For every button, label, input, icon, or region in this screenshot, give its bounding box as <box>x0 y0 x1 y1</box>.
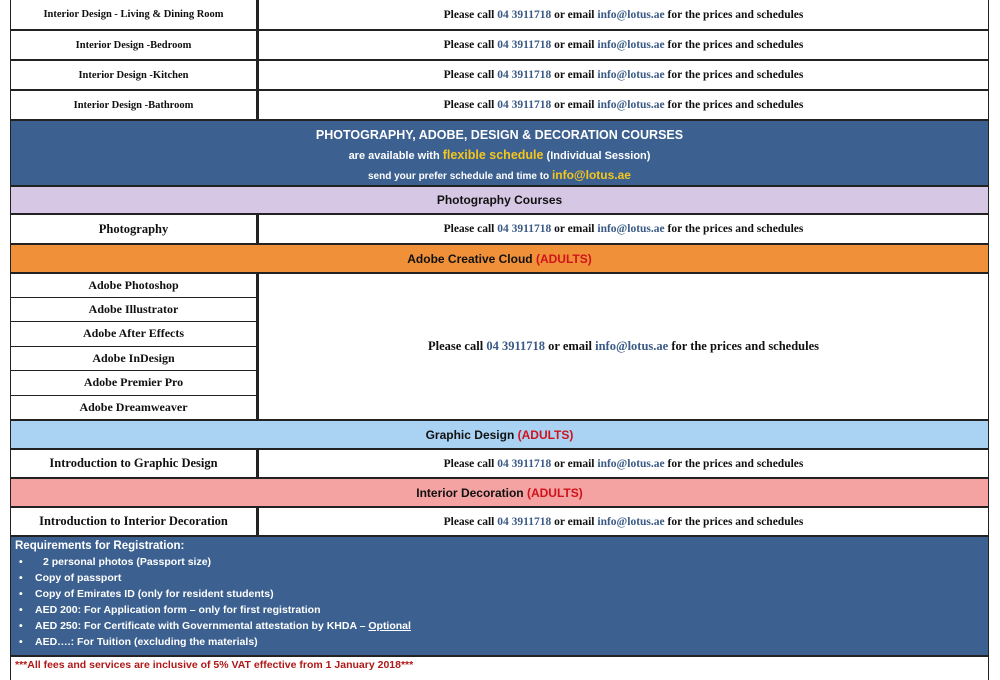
graphic-header-label: Graphic Design <box>425 427 515 442</box>
table-row <box>10 214 989 244</box>
list-item <box>15 602 984 618</box>
adults-tag: (ADULTS) <box>517 427 574 442</box>
call-suffix: for the prices and schedules <box>667 515 804 528</box>
phone-number[interactable]: 04 3911718 <box>497 223 552 235</box>
call-prefix: Please call <box>427 339 484 353</box>
call-prefix: Please call <box>443 69 495 81</box>
email-link[interactable]: info@lotus.ae <box>595 339 669 353</box>
call-prefix: Please call <box>443 223 495 235</box>
requirement-text: AED 250: For Certificate with Governmental attestation by KHDA – <box>35 620 366 632</box>
list-item: Adobe Photoshop <box>10 273 257 298</box>
course-name: Introduction to Interior Decoration <box>10 507 257 536</box>
or-email-text: or email <box>548 339 592 353</box>
banner-line2 <box>11 145 988 166</box>
or-email-text: or email <box>554 8 595 21</box>
list-item <box>15 586 984 602</box>
table-row <box>10 90 989 120</box>
phone-number[interactable]: 04 3911718 <box>486 339 545 353</box>
requirements-section <box>10 536 989 656</box>
course-name: Interior Design -Kitchen <box>10 60 257 90</box>
call-prefix: Please call <box>443 39 495 51</box>
phone-number[interactable]: 04 3911718 <box>497 457 552 470</box>
contact-info <box>257 90 989 120</box>
or-email-text: or email <box>554 69 595 81</box>
list-item: Adobe InDesign <box>10 347 257 372</box>
email-link[interactable]: info@lotus.ae <box>597 223 665 235</box>
graphic-design-header <box>10 420 989 449</box>
banner-line3-prefix: send your prefer schedule and time to <box>368 171 550 182</box>
banner-title: PHOTOGRAPHY, ADOBE, DESIGN & DECORATION COURSES <box>315 128 684 142</box>
adobe-header <box>10 244 989 273</box>
call-suffix: for the prices and schedules <box>667 457 804 470</box>
contact-info <box>257 30 989 60</box>
table-row <box>10 449 989 478</box>
phone-number[interactable]: 04 3911718 <box>497 99 552 111</box>
contact-info <box>257 507 989 536</box>
list-item <box>15 634 984 650</box>
adobe-contact-info <box>257 273 989 420</box>
call-prefix: Please call <box>443 515 495 528</box>
courses-banner <box>10 120 989 186</box>
list-item <box>15 570 984 586</box>
photography-header <box>10 186 989 214</box>
call-prefix: Please call <box>443 457 495 470</box>
email-link[interactable]: info@lotus.ae <box>597 99 665 111</box>
table-row <box>10 60 989 90</box>
call-suffix: for the prices and schedules <box>667 223 804 235</box>
call-suffix: for the prices and schedules <box>667 69 804 81</box>
interior-decoration-header <box>10 478 989 507</box>
phone-number[interactable]: 04 3911718 <box>497 8 552 21</box>
list-item: Adobe Illustrator <box>10 298 257 323</box>
adults-tag: (ADULTS) <box>526 485 583 500</box>
requirement-text: AED….: For Tuition (excluding the materials) <box>35 636 258 648</box>
or-email-text: or email <box>554 457 595 470</box>
phone-number[interactable]: 04 3911718 <box>497 39 552 51</box>
email-link[interactable]: info@lotus.ae <box>597 39 665 51</box>
list-item <box>15 554 984 570</box>
or-email-text: or email <box>554 223 595 235</box>
phone-number[interactable]: 04 3911718 <box>497 515 552 528</box>
requirements-title: Requirements for Registration: <box>15 540 185 552</box>
requirement-text: Copy of passport <box>35 572 122 584</box>
course-name: Interior Design - Living & Dining Room <box>10 0 257 30</box>
email-link[interactable]: info@lotus.ae <box>597 457 665 470</box>
call-suffix: for the prices and schedules <box>667 99 804 111</box>
phone-number[interactable]: 04 3911718 <box>497 69 552 81</box>
adults-tag: (ADULTS) <box>535 251 592 266</box>
contact-info <box>257 214 989 244</box>
call-suffix: for the prices and schedules <box>671 339 820 353</box>
photography-header-label: Photography Courses <box>436 193 563 207</box>
banner-email-link[interactable]: info@lotus.ae <box>551 168 631 182</box>
email-link[interactable]: info@lotus.ae <box>597 515 665 528</box>
email-link[interactable]: info@lotus.ae <box>597 69 665 81</box>
list-item: Adobe Premier Pro <box>10 371 257 396</box>
optional-link: Optional <box>368 620 411 632</box>
requirement-text: AED 200: For Application form – only for first registration <box>35 604 321 616</box>
vat-note: ***All fees and services are inclusive of 5% VAT effective from 1 January 2018*** <box>10 656 989 680</box>
banner-line3 <box>11 166 988 186</box>
table-row <box>10 507 989 536</box>
course-name: Interior Design -Bathroom <box>10 90 257 120</box>
list-item <box>15 618 984 634</box>
list-item: Adobe After Effects <box>10 322 257 347</box>
contact-info <box>257 449 989 478</box>
contact-info <box>257 60 989 90</box>
requirement-text: Copy of Emirates ID (only for resident students) <box>35 588 274 600</box>
course-name: Interior Design -Bedroom <box>10 30 257 60</box>
call-suffix: for the prices and schedules <box>667 39 804 51</box>
requirement-text: 2 personal photos (Passport size) <box>43 556 212 568</box>
flexible-schedule-highlight: flexible schedule <box>442 148 544 162</box>
or-email-text: or email <box>554 515 595 528</box>
banner-line2-prefix: are available with <box>348 150 440 162</box>
call-suffix: for the prices and schedules <box>667 8 804 21</box>
course-name: Photography <box>10 214 257 244</box>
or-email-text: or email <box>554 99 595 111</box>
course-name: Introduction to Graphic Design <box>10 449 257 478</box>
list-item: Adobe Dreamweaver <box>10 396 257 421</box>
banner-line2-suffix: (Individual Session) <box>546 150 651 162</box>
table-row <box>10 0 989 30</box>
email-link[interactable]: info@lotus.ae <box>597 8 665 21</box>
adobe-course-list <box>10 273 257 420</box>
requirements-list <box>15 554 984 650</box>
contact-info <box>257 0 989 30</box>
adobe-header-label: Adobe Creative Cloud <box>407 251 533 266</box>
table-row <box>10 30 989 60</box>
decoration-header-label: Interior Decoration <box>416 485 524 500</box>
call-prefix: Please call <box>443 99 495 111</box>
call-prefix: Please call <box>443 8 495 21</box>
or-email-text: or email <box>554 39 595 51</box>
